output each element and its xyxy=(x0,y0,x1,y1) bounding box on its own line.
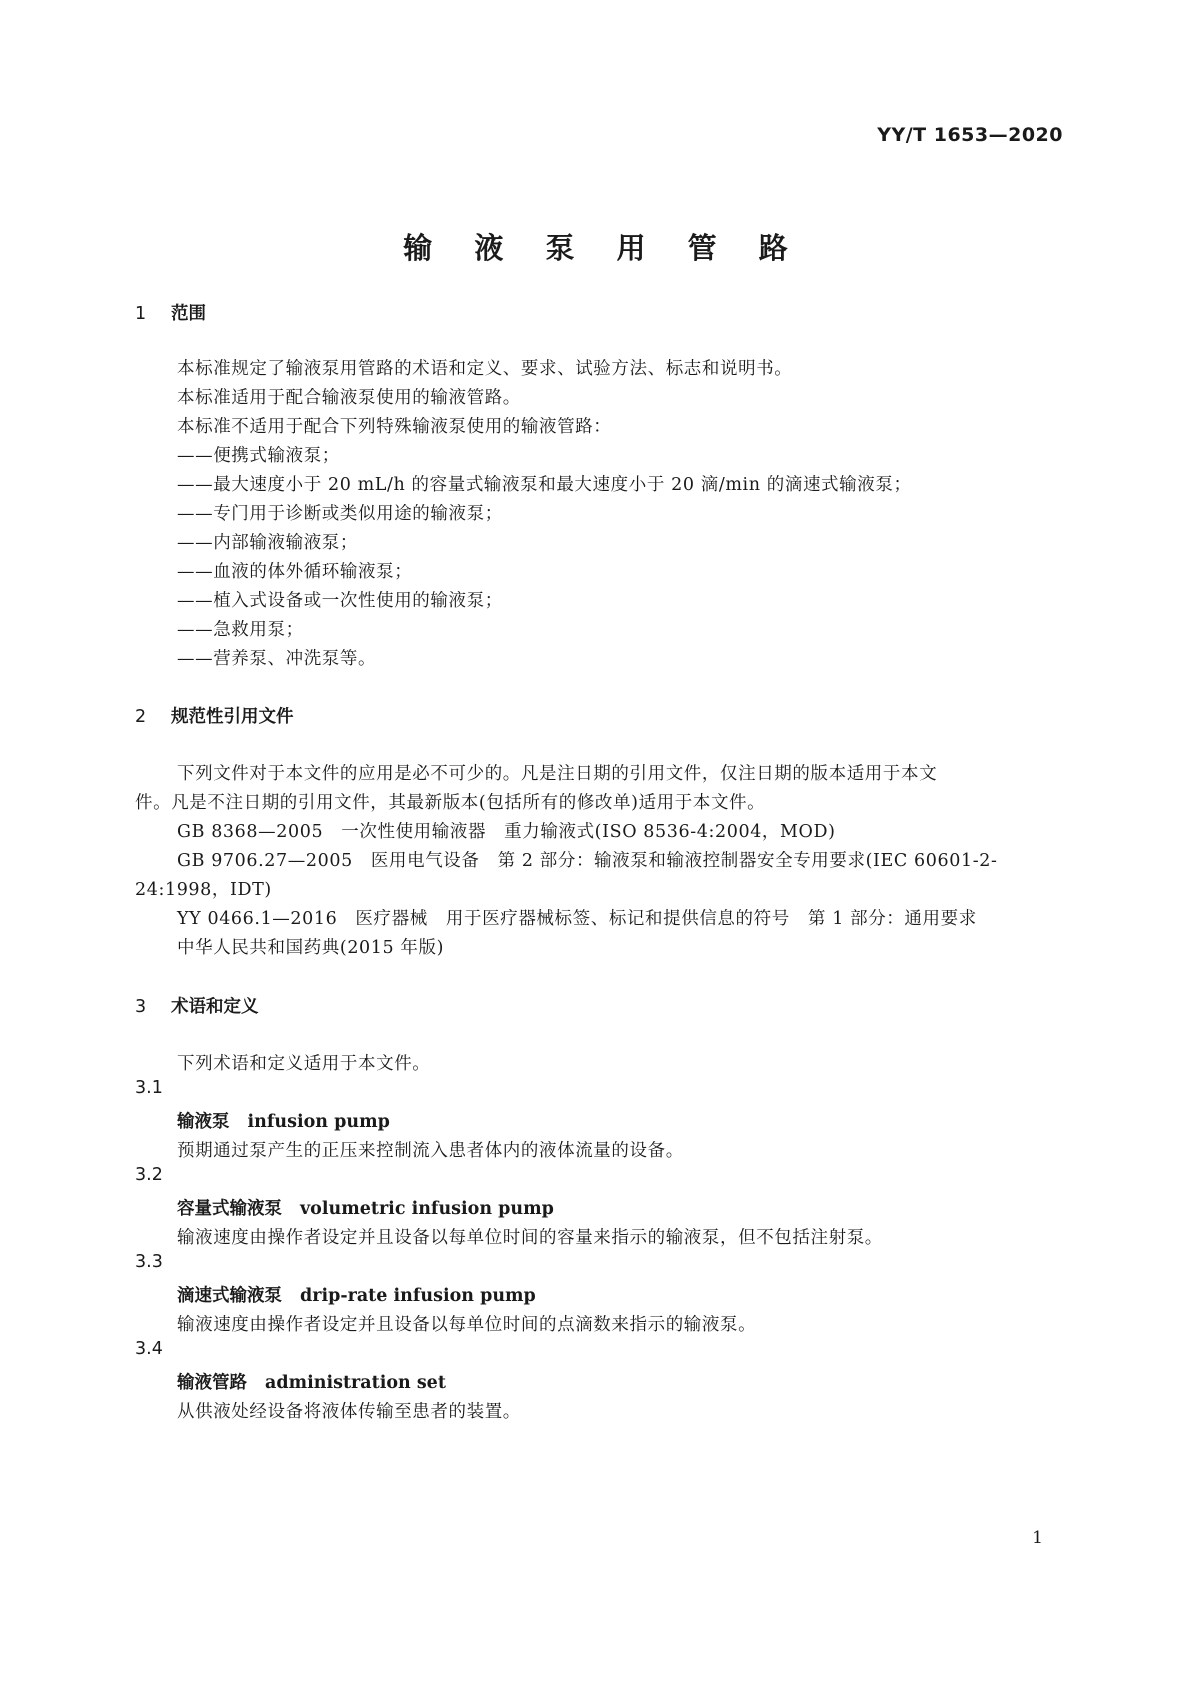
term-chinese: 滴速式输液泵 xyxy=(177,1286,282,1306)
term-english: administration set xyxy=(265,1373,446,1393)
term-chinese: 输液管路 xyxy=(177,1373,247,1393)
term-english: volumetric infusion pump xyxy=(300,1199,554,1219)
reference-item-continuation: 24:1998，IDT) xyxy=(135,880,272,900)
section-3-heading xyxy=(135,993,259,1018)
term-chinese: 输液泵 xyxy=(177,1112,230,1132)
section-2-heading xyxy=(135,703,294,728)
paragraph: 本标准规定了输液泵用管路的术语和定义、要求、试验方法、标志和说明书。 xyxy=(177,359,793,379)
list-item: ——急救用泵； xyxy=(177,620,304,640)
term-definition: 从供液处经设备将液体传输至患者的装置。 xyxy=(177,1402,521,1422)
section-1-heading xyxy=(135,300,206,325)
section-title: 术语和定义 xyxy=(171,997,259,1017)
term-heading xyxy=(177,1195,554,1220)
list-item: ——专门用于诊断或类似用途的输液泵； xyxy=(177,504,503,524)
reference-item: GB 9706.27—2005 医用电气设备 第 2 部分：输液泵和输液控制器安全专用要求(IEC 60601-2- xyxy=(177,851,998,871)
section-title: 规范性引用文件 xyxy=(171,707,294,727)
section-number: 1 xyxy=(135,304,147,324)
list-item: ——最大速度小于 20 mL/h 的容量式输液泵和最大速度小于 20 滴/min 的滴速式输液泵； xyxy=(177,475,912,495)
standard-code: YY/T 1653—2020 xyxy=(877,124,1063,146)
section-number: 3 xyxy=(135,997,147,1017)
document-title: 输 液 泵 用 管 路 xyxy=(403,231,804,265)
reference-item: YY 0466.1—2016 医疗器械 用于医疗器械标签、标记和提供信息的符号 第 1 部分：通用要求 xyxy=(177,909,977,929)
list-item: ——营养泵、冲洗泵等。 xyxy=(177,649,377,669)
term-heading xyxy=(177,1282,536,1307)
term-number: 3.4 xyxy=(135,1339,163,1359)
section-number: 2 xyxy=(135,707,147,727)
paragraph: 本标准不适用于配合下列特殊输液泵使用的输液管路： xyxy=(177,417,612,437)
list-item: ——植入式设备或一次性使用的输液泵； xyxy=(177,591,503,611)
list-item: ——血液的体外循环输液泵； xyxy=(177,562,413,582)
term-definition: 输液速度由操作者设定并且设备以每单位时间的点滴数来指示的输液泵。 xyxy=(177,1315,757,1335)
term-heading xyxy=(177,1369,446,1394)
term-definition: 输液速度由操作者设定并且设备以每单位时间的容量来指示的输液泵，但不包括注射泵。 xyxy=(177,1228,883,1248)
term-number: 3.3 xyxy=(135,1252,163,1272)
term-heading xyxy=(177,1108,390,1133)
paragraph: 下列文件对于本文件的应用是必不可少的。凡是注日期的引用文件，仅注日期的版本适用于本文 xyxy=(177,764,938,784)
term-english: infusion pump xyxy=(247,1112,390,1132)
term-definition: 预期通过泵产生的正压来控制流入患者体内的液体流量的设备。 xyxy=(177,1141,684,1161)
term-chinese: 容量式输液泵 xyxy=(177,1199,282,1219)
reference-item: 中华人民共和国药典(2015 年版) xyxy=(177,938,445,958)
term-number: 3.2 xyxy=(135,1165,163,1185)
section-title: 范围 xyxy=(171,304,206,324)
page-number: 1 xyxy=(1032,1528,1043,1548)
paragraph: 本标准适用于配合输液泵使用的输液管路。 xyxy=(177,388,521,408)
list-item: ——便携式输液泵； xyxy=(177,446,340,466)
list-item: ——内部输液输液泵； xyxy=(177,533,358,553)
paragraph: 下列术语和定义适用于本文件。 xyxy=(177,1054,431,1074)
term-number: 3.1 xyxy=(135,1078,163,1098)
reference-item: GB 8368—2005 一次性使用输液器 重力输液式(ISO 8536-4:2004，MOD) xyxy=(177,822,836,842)
term-english: drip-rate infusion pump xyxy=(300,1286,536,1306)
paragraph-continuation: 件。凡是不注日期的引用文件，其最新版本(包括所有的修改单)适用于本文件。 xyxy=(135,793,766,813)
